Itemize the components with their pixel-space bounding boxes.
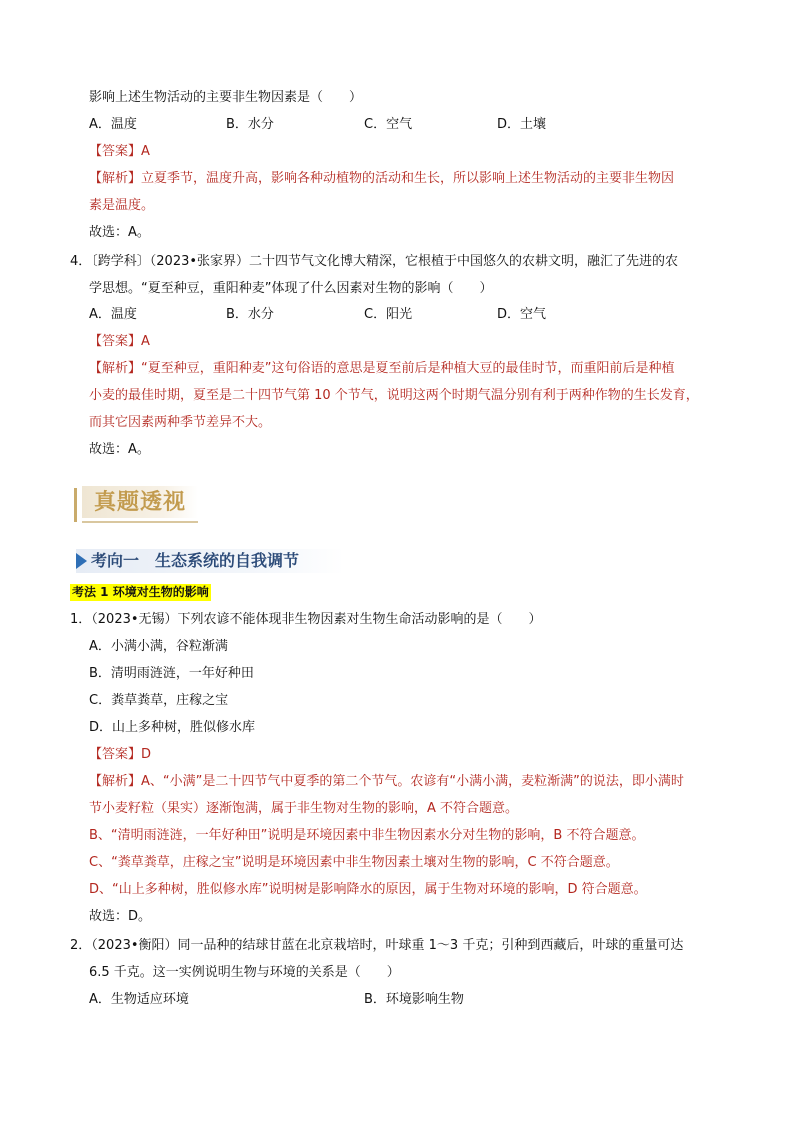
- option-c: C．阳光: [364, 307, 413, 322]
- analysis-line: D、“山上多种树，胜似修水库”说明树是影响降水的原因，属于生物对环境的影响，D 符合题意。: [89, 882, 647, 897]
- question-text: 影响上述生物活动的主要非生物因素是（ ）: [89, 90, 363, 105]
- section-title: 考向一 生态系统的自我调节: [91, 551, 300, 570]
- analysis-line: C、“粪草粪草，庄稼之宝”说明是环境因素中非生物因素土壤对生物的影响，C 不符合题意。: [89, 855, 619, 870]
- answer: 【答案】A: [89, 144, 150, 159]
- choose-line: 故选：A。: [89, 225, 150, 240]
- option-b: B．水分: [226, 307, 274, 322]
- option-d: D．山上多种树，胜似修水库: [89, 720, 256, 735]
- option-b: B．水分: [226, 117, 274, 132]
- option-d: D．空气: [497, 307, 547, 322]
- analysis-line: 小麦的最佳时期，夏至是二十四节气第 10 个节气，说明这两个时期气温分别有利于两种作物的生长发育，: [89, 388, 699, 403]
- choose-line: 故选：D。: [89, 909, 152, 924]
- option-b: B．环境影响生物: [364, 992, 464, 1007]
- kaofa-label: 考法 1 环境对生物的影响: [72, 585, 209, 599]
- option-c: C．空气: [364, 117, 413, 132]
- choose-line: 故选：A。: [89, 442, 150, 457]
- answer: 【答案】A: [89, 334, 150, 349]
- option-b: B．清明雨涟涟，一年好种田: [89, 666, 254, 681]
- option-a: A．小满小满，谷粒渐满: [89, 639, 228, 654]
- analysis-line: 而其它因素两种季节差异不大。: [89, 415, 272, 430]
- analysis-line: B、“清明雨涟涟，一年好种田”说明是环境因素中非生物因素水分对生物的影响，B 不符合题意。: [89, 828, 645, 843]
- option-a: A．生物适应环境: [89, 992, 189, 1007]
- analysis-line: 【解析】立夏季节，温度升高，影响各种动植物的活动和生长，所以影响上述生物活动的主要非生物因: [89, 171, 675, 186]
- analysis-line: 节小麦籽粒（果实）逐渐饱满，属于非生物对生物的影响，A 不符合题意。: [89, 801, 519, 816]
- question-4-stem-cont: 学思想。“夏至种豆，重阳种麦”体现了什么因素对生物的影响（ ）: [89, 281, 493, 296]
- problem-1-stem: 1．（2023•无锡）下列农谚不能体现非生物因素对生物生命活动影响的是（ ）: [70, 612, 542, 627]
- banner-title: 真题透视: [94, 490, 187, 515]
- option-a: A．温度: [89, 307, 137, 322]
- option-c: C．粪草粪草，庄稼之宝: [89, 693, 229, 708]
- triangle-right-icon: [76, 553, 87, 569]
- question-4-stem: 4．〔跨学科〕（2023•张家界）二十四节气文化博大精深，它根植于中国悠久的农耕文明，融汇了先进的农: [70, 254, 679, 269]
- section-banner: [74, 486, 198, 524]
- banner-accent-bar: [74, 488, 77, 522]
- answer: 【答案】D: [89, 747, 152, 762]
- problem-2-stem-cont: 6.5 千克。这一实例说明生物与环境的关系是（ ）: [89, 965, 400, 980]
- analysis-line: 【解析】A、“小满”是二十四节气中夏季的第二个节气。农谚有“小满小满，麦粒渐满”的说法，即小满时: [89, 774, 684, 789]
- option-a: A．温度: [89, 117, 137, 132]
- section-heading: [76, 549, 344, 573]
- problem-2-stem: 2．（2023•衡阳）同一品种的结球甘蓝在北京栽培时，叶球重 1～3 千克；引种到西藏后，叶球的重量可达: [70, 938, 684, 953]
- analysis-line: 【解析】“夏至种豆，重阳种麦”这句俗语的意思是夏至前后是种植大豆的最佳时节，而重阳前后是种植: [89, 361, 675, 376]
- analysis-line: 素是温度。: [89, 198, 155, 213]
- banner-underline: [82, 521, 198, 523]
- option-d: D．土壤: [497, 117, 547, 132]
